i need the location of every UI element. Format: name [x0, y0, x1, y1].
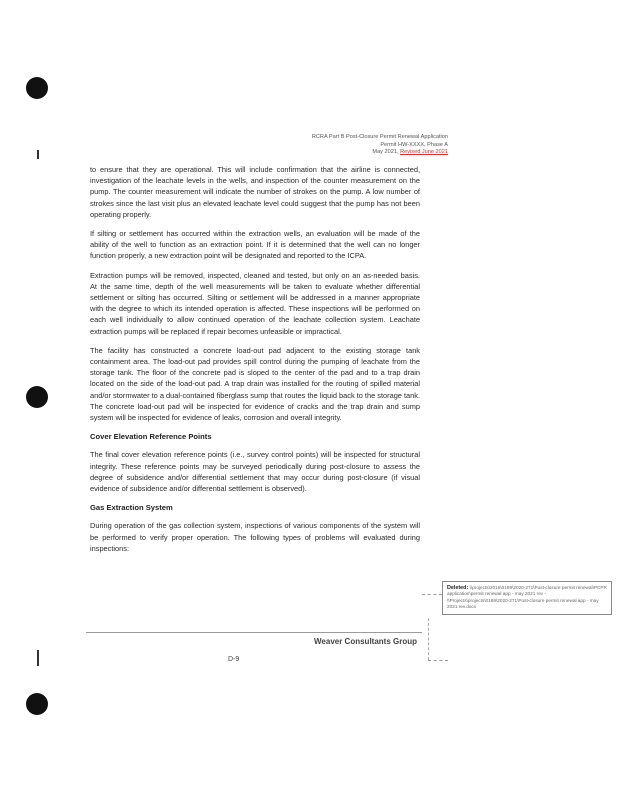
comment-connector-vertical: [428, 618, 429, 660]
paragraph-load-out-pad: The facility has constructed a concrete load-out pad adjacent to the existing storage tank containment area. The load-out pad provides spill control during the pumping of leachate from the storage tank. The floor of the concrete pad is sloped to the center of the pad and to a trap drain located on the side of the load-out pad. A trap drain was installed for the routing of spilled material and/or stormwater to a dual-contained fiberglass sump that routes the liquid back to the storage tank. The concrete load-out pad will be inspected for evidence of cracks and the trap drain and sump system will be inspected for evidence of leaks, corrosion and overall integrity.: [90, 345, 420, 423]
heading-cover-elevation: Cover Elevation Reference Points: [90, 432, 212, 442]
paragraph-reference-points: The final cover elevation reference points (i.e., survey control points) will be inspected for structural integrity. These reference points may be surveyed periodically during post-closure to assess the degree of subsidence and/or differential settlement that may occur during post-closure (if visual evidence of subsidence and/or differential settlement is observed).: [90, 450, 420, 494]
header-line-2: Permit HW-XXXX, Phase A: [380, 141, 448, 148]
footer-company: Weaver Consultants Group: [314, 637, 417, 646]
binder-hole-top: [26, 77, 48, 99]
comment-connector: [422, 594, 442, 595]
header-line-1: RCRA Part B Post-Closure Permit Renewal Application: [311, 134, 448, 140]
running-header: [312, 134, 448, 157]
paragraph-extraction-pumps: Extraction pumps will be removed, inspected, cleaned and tested, but only on an as-needed basis. At the same time, depth of the well measurements will be taken to evaluate whether differential settlement or silting has occurred. Silting or settlement will be addressed in a manner appropriate with the degree to which its intended operation is affected. These inspections will be performed on each well individually to allow continued operation of the leachate collection system. Leachate extraction pumps will be replaced if repair becomes unfeasible or impractical.: [90, 270, 420, 336]
header-line-3: [312, 149, 448, 157]
document-body: [90, 164, 420, 562]
heading-gas-extraction: Gas Extraction System: [90, 503, 173, 513]
deleted-label: Deleted:: [447, 585, 469, 591]
footer-rule: [86, 632, 422, 633]
page-number: D-9: [228, 656, 240, 663]
header-date: May 2021,: [372, 149, 401, 156]
deleted-text: \\projects\2016\0189\2020-271\Post-closure permit renewal\PCPR application\permit renewal app - may 2021 rev - \\Projects\projects\0189\2020-271\Post-closure permit renewal app - may 2021 rev.docx: [447, 585, 607, 610]
header-revised-date: Revised June 2021: [400, 149, 448, 156]
paragraph-pump-operation: to ensure that they are operational. This will include confirmation that the airline is connected, investigation of the leachate levels in the wells, and inspection of the counter measurement on the pump. The counter measurement will indicate the number of strokes on the pump. A low number of strokes since the last visit plus an elevated leachate level could suggest that the pump has not been operating properly.: [90, 165, 420, 219]
binder-hole-middle: [26, 386, 48, 408]
binder-hole-bottom: [26, 693, 48, 715]
paragraph-silting: If silting or settlement has occurred within the extraction wells, an evaluation will be made of the ability of the well to function as an extraction point. If it is determined that the well can no longer function properly, a new extraction point will be designated and reported to the ICPA.: [90, 229, 420, 261]
margin-mark-top: [37, 150, 39, 159]
deleted-comment-balloon[interactable]: [442, 581, 612, 615]
footer-dash: [428, 660, 448, 661]
margin-mark-bottom: [37, 650, 39, 666]
paragraph-gas-collection: During operation of the gas collection system, inspections of various components of the system will be performed to verify proper operation. The following types of problems will evaluated during inspections:: [90, 521, 420, 553]
